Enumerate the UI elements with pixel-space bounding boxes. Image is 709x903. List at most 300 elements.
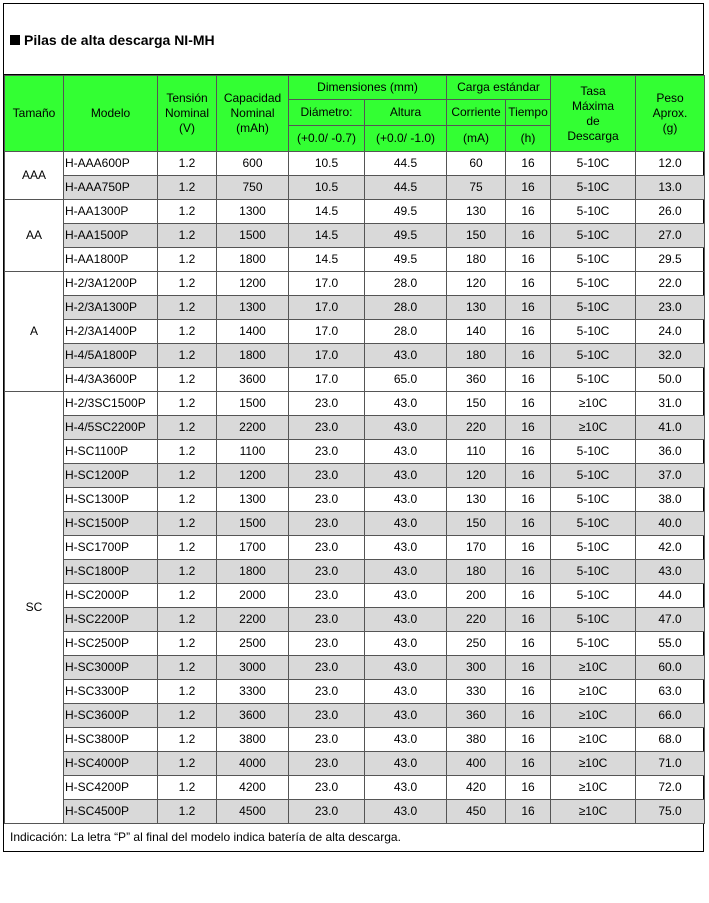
rate-cell: 5-10C (551, 368, 636, 392)
voltage-cell: 1.2 (158, 656, 217, 680)
weight-cell: 13.0 (636, 176, 705, 200)
header-time: Tiempo (506, 100, 551, 126)
voltage-cell: 1.2 (158, 632, 217, 656)
rate-cell: ≥10C (551, 680, 636, 704)
voltage-cell: 1.2 (158, 152, 217, 176)
diameter-cell: 17.0 (289, 320, 365, 344)
height-cell: 43.0 (365, 344, 447, 368)
current-cell: 150 (447, 392, 506, 416)
height-cell: 43.0 (365, 560, 447, 584)
capacity-cell: 1500 (217, 512, 289, 536)
diameter-cell: 23.0 (289, 656, 365, 680)
capacity-cell: 1500 (217, 392, 289, 416)
rate-cell: 5-10C (551, 584, 636, 608)
header-capacity: Capacidad Nominal (mAh) (217, 76, 289, 152)
height-cell: 49.5 (365, 248, 447, 272)
capacity-cell: 1300 (217, 296, 289, 320)
voltage-cell: 1.2 (158, 416, 217, 440)
table-row (5, 488, 705, 512)
weight-cell: 41.0 (636, 416, 705, 440)
current-cell: 60 (447, 152, 506, 176)
voltage-cell: 1.2 (158, 440, 217, 464)
rate-cell: ≥10C (551, 416, 636, 440)
voltage-cell: 1.2 (158, 512, 217, 536)
time-cell: 16 (506, 728, 551, 752)
height-cell: 43.0 (365, 752, 447, 776)
rate-cell: 5-10C (551, 464, 636, 488)
diameter-cell: 17.0 (289, 344, 365, 368)
weight-cell: 32.0 (636, 344, 705, 368)
rate-cell: ≥10C (551, 392, 636, 416)
model-cell: H-AAA600P (64, 152, 158, 176)
weight-cell: 50.0 (636, 368, 705, 392)
table-row (5, 632, 705, 656)
capacity-cell: 2200 (217, 416, 289, 440)
current-cell: 450 (447, 800, 506, 824)
table-body (5, 152, 705, 824)
height-cell: 28.0 (365, 296, 447, 320)
capacity-cell: 3300 (217, 680, 289, 704)
height-cell: 43.0 (365, 728, 447, 752)
rate-cell: 5-10C (551, 512, 636, 536)
diameter-cell: 17.0 (289, 296, 365, 320)
current-cell: 130 (447, 200, 506, 224)
model-cell: H-AA1300P (64, 200, 158, 224)
time-cell: 16 (506, 560, 551, 584)
rate-cell: 5-10C (551, 272, 636, 296)
model-cell: H-AA1800P (64, 248, 158, 272)
table-row (5, 464, 705, 488)
table-row (5, 536, 705, 560)
time-cell: 16 (506, 176, 551, 200)
voltage-cell: 1.2 (158, 800, 217, 824)
time-cell: 16 (506, 440, 551, 464)
diameter-cell: 23.0 (289, 536, 365, 560)
model-cell: H-SC2200P (64, 608, 158, 632)
diameter-cell: 17.0 (289, 368, 365, 392)
header-diameter-tolerance: (+0.0/ -0.7) (289, 126, 365, 152)
spec-table (4, 75, 705, 824)
weight-cell: 37.0 (636, 464, 705, 488)
height-cell: 43.0 (365, 800, 447, 824)
current-cell: 300 (447, 656, 506, 680)
weight-cell: 55.0 (636, 632, 705, 656)
height-cell: 49.5 (365, 224, 447, 248)
time-cell: 16 (506, 368, 551, 392)
table-header (5, 76, 705, 152)
header-model: Modelo (64, 76, 158, 152)
voltage-cell: 1.2 (158, 344, 217, 368)
diameter-cell: 23.0 (289, 728, 365, 752)
table-row (5, 512, 705, 536)
header-size: Tamaño (5, 76, 64, 152)
current-cell: 360 (447, 368, 506, 392)
diameter-cell: 10.5 (289, 176, 365, 200)
weight-cell: 12.0 (636, 152, 705, 176)
height-cell: 43.0 (365, 536, 447, 560)
time-cell: 16 (506, 320, 551, 344)
voltage-cell: 1.2 (158, 560, 217, 584)
current-cell: 200 (447, 584, 506, 608)
time-cell: 16 (506, 776, 551, 800)
capacity-cell: 3800 (217, 728, 289, 752)
model-cell: H-SC4200P (64, 776, 158, 800)
time-cell: 16 (506, 536, 551, 560)
capacity-cell: 1800 (217, 560, 289, 584)
rate-cell: 5-10C (551, 224, 636, 248)
weight-cell: 72.0 (636, 776, 705, 800)
voltage-cell: 1.2 (158, 368, 217, 392)
height-cell: 49.5 (365, 200, 447, 224)
rate-cell: ≥10C (551, 728, 636, 752)
capacity-cell: 2200 (217, 608, 289, 632)
current-cell: 220 (447, 416, 506, 440)
model-cell: H-SC4500P (64, 800, 158, 824)
capacity-cell: 3000 (217, 656, 289, 680)
current-cell: 120 (447, 272, 506, 296)
weight-cell: 24.0 (636, 320, 705, 344)
size-cell: AAA (5, 152, 64, 200)
diameter-cell: 23.0 (289, 800, 365, 824)
height-cell: 43.0 (365, 776, 447, 800)
time-cell: 16 (506, 656, 551, 680)
capacity-cell: 1500 (217, 224, 289, 248)
height-cell: 43.0 (365, 392, 447, 416)
rate-cell: 5-10C (551, 200, 636, 224)
capacity-cell: 1400 (217, 320, 289, 344)
height-cell: 43.0 (365, 608, 447, 632)
time-cell: 16 (506, 296, 551, 320)
diameter-cell: 10.5 (289, 152, 365, 176)
table-row (5, 800, 705, 824)
capacity-cell: 2000 (217, 584, 289, 608)
table-row (5, 368, 705, 392)
table-row (5, 152, 705, 176)
current-cell: 110 (447, 440, 506, 464)
model-cell: H-4/5SC2200P (64, 416, 158, 440)
voltage-cell: 1.2 (158, 536, 217, 560)
diameter-cell: 23.0 (289, 776, 365, 800)
current-cell: 220 (447, 608, 506, 632)
model-cell: H-SC1500P (64, 512, 158, 536)
weight-cell: 42.0 (636, 536, 705, 560)
rate-cell: 5-10C (551, 152, 636, 176)
header-height-tolerance: (+0.0/ -1.0) (365, 126, 447, 152)
weight-cell: 23.0 (636, 296, 705, 320)
model-cell: H-SC2500P (64, 632, 158, 656)
rate-cell: ≥10C (551, 704, 636, 728)
capacity-cell: 1100 (217, 440, 289, 464)
diameter-cell: 23.0 (289, 560, 365, 584)
model-cell: H-4/5A1800P (64, 344, 158, 368)
capacity-cell: 4200 (217, 776, 289, 800)
height-cell: 43.0 (365, 704, 447, 728)
model-cell: H-SC1800P (64, 560, 158, 584)
page-title-text: Pilas de alta descarga NI-MH (24, 32, 215, 48)
current-cell: 250 (447, 632, 506, 656)
size-cell: SC (5, 392, 64, 824)
weight-cell: 44.0 (636, 584, 705, 608)
capacity-cell: 1300 (217, 488, 289, 512)
time-cell: 16 (506, 752, 551, 776)
height-cell: 43.0 (365, 440, 447, 464)
current-cell: 420 (447, 776, 506, 800)
voltage-cell: 1.2 (158, 728, 217, 752)
weight-cell: 31.0 (636, 392, 705, 416)
title-bar (4, 4, 703, 75)
voltage-cell: 1.2 (158, 320, 217, 344)
voltage-cell: 1.2 (158, 680, 217, 704)
time-cell: 16 (506, 584, 551, 608)
capacity-cell: 3600 (217, 704, 289, 728)
diameter-cell: 14.5 (289, 224, 365, 248)
capacity-cell: 2500 (217, 632, 289, 656)
voltage-cell: 1.2 (158, 488, 217, 512)
voltage-cell: 1.2 (158, 200, 217, 224)
rate-cell: 5-10C (551, 632, 636, 656)
weight-cell: 66.0 (636, 704, 705, 728)
rate-cell: 5-10C (551, 608, 636, 632)
header-current-unit: (mA) (447, 126, 506, 152)
current-cell: 120 (447, 464, 506, 488)
model-cell: H-2/3SC1500P (64, 392, 158, 416)
rate-cell: ≥10C (551, 752, 636, 776)
voltage-cell: 1.2 (158, 392, 217, 416)
diameter-cell: 14.5 (289, 200, 365, 224)
header-charge: Carga estándar (447, 76, 551, 100)
current-cell: 150 (447, 512, 506, 536)
diameter-cell: 23.0 (289, 488, 365, 512)
header-height: Altura (365, 100, 447, 126)
time-cell: 16 (506, 608, 551, 632)
capacity-cell: 4000 (217, 752, 289, 776)
time-cell: 16 (506, 248, 551, 272)
model-cell: H-SC3800P (64, 728, 158, 752)
time-cell: 16 (506, 152, 551, 176)
current-cell: 400 (447, 752, 506, 776)
time-cell: 16 (506, 272, 551, 296)
weight-cell: 36.0 (636, 440, 705, 464)
table-row (5, 296, 705, 320)
diameter-cell: 23.0 (289, 440, 365, 464)
weight-cell: 71.0 (636, 752, 705, 776)
weight-cell: 26.0 (636, 200, 705, 224)
capacity-cell: 3600 (217, 368, 289, 392)
model-cell: H-2/3A1400P (64, 320, 158, 344)
time-cell: 16 (506, 392, 551, 416)
model-cell: H-SC1200P (64, 464, 158, 488)
table-row (5, 776, 705, 800)
capacity-cell: 750 (217, 176, 289, 200)
capacity-cell: 1300 (217, 200, 289, 224)
diameter-cell: 23.0 (289, 512, 365, 536)
model-cell: H-SC3600P (64, 704, 158, 728)
table-row (5, 440, 705, 464)
current-cell: 130 (447, 296, 506, 320)
diameter-cell: 17.0 (289, 272, 365, 296)
weight-cell: 27.0 (636, 224, 705, 248)
height-cell: 43.0 (365, 512, 447, 536)
time-cell: 16 (506, 200, 551, 224)
rate-cell: ≥10C (551, 776, 636, 800)
size-cell: A (5, 272, 64, 392)
current-cell: 140 (447, 320, 506, 344)
current-cell: 170 (447, 536, 506, 560)
current-cell: 180 (447, 344, 506, 368)
weight-cell: 75.0 (636, 800, 705, 824)
height-cell: 43.0 (365, 632, 447, 656)
header-weight: Peso Aprox. (g) (636, 76, 705, 152)
current-cell: 180 (447, 560, 506, 584)
weight-cell: 40.0 (636, 512, 705, 536)
rate-cell: ≥10C (551, 800, 636, 824)
weight-cell: 22.0 (636, 272, 705, 296)
current-cell: 180 (447, 248, 506, 272)
diameter-cell: 23.0 (289, 416, 365, 440)
square-bullet-icon (10, 35, 20, 45)
voltage-cell: 1.2 (158, 176, 217, 200)
rate-cell: 5-10C (551, 296, 636, 320)
voltage-cell: 1.2 (158, 464, 217, 488)
weight-cell: 68.0 (636, 728, 705, 752)
model-cell: H-AAA750P (64, 176, 158, 200)
table-row (5, 200, 705, 224)
model-cell: H-2/3A1300P (64, 296, 158, 320)
table-row (5, 344, 705, 368)
height-cell: 43.0 (365, 416, 447, 440)
table-row (5, 608, 705, 632)
time-cell: 16 (506, 800, 551, 824)
capacity-cell: 1200 (217, 464, 289, 488)
time-cell: 16 (506, 512, 551, 536)
rate-cell: ≥10C (551, 656, 636, 680)
diameter-cell: 23.0 (289, 632, 365, 656)
voltage-cell: 1.2 (158, 584, 217, 608)
spec-sheet (3, 3, 704, 852)
model-cell: H-2/3A1200P (64, 272, 158, 296)
rate-cell: 5-10C (551, 344, 636, 368)
footnote: Indicación: La letra “P” al final del modelo indica batería de alta descarga. (10, 830, 401, 844)
table-row (5, 704, 705, 728)
rate-cell: 5-10C (551, 248, 636, 272)
weight-cell: 47.0 (636, 608, 705, 632)
height-cell: 44.5 (365, 176, 447, 200)
height-cell: 43.0 (365, 464, 447, 488)
rate-cell: 5-10C (551, 488, 636, 512)
diameter-cell: 23.0 (289, 584, 365, 608)
table-row (5, 248, 705, 272)
capacity-cell: 1200 (217, 272, 289, 296)
header-current: Corriente (447, 100, 506, 126)
diameter-cell: 23.0 (289, 464, 365, 488)
size-cell: AA (5, 200, 64, 272)
weight-cell: 29.5 (636, 248, 705, 272)
current-cell: 380 (447, 728, 506, 752)
height-cell: 43.0 (365, 656, 447, 680)
diameter-cell: 14.5 (289, 248, 365, 272)
current-cell: 75 (447, 176, 506, 200)
header-time-unit: (h) (506, 126, 551, 152)
rate-cell: 5-10C (551, 176, 636, 200)
model-cell: H-SC3300P (64, 680, 158, 704)
weight-cell: 38.0 (636, 488, 705, 512)
time-cell: 16 (506, 344, 551, 368)
current-cell: 360 (447, 704, 506, 728)
rate-cell: 5-10C (551, 560, 636, 584)
model-cell: H-SC4000P (64, 752, 158, 776)
voltage-cell: 1.2 (158, 776, 217, 800)
height-cell: 28.0 (365, 272, 447, 296)
page-title (10, 32, 215, 48)
voltage-cell: 1.2 (158, 272, 217, 296)
model-cell: H-SC3000P (64, 656, 158, 680)
time-cell: 16 (506, 704, 551, 728)
voltage-cell: 1.2 (158, 704, 217, 728)
diameter-cell: 23.0 (289, 392, 365, 416)
current-cell: 130 (447, 488, 506, 512)
height-cell: 44.5 (365, 152, 447, 176)
capacity-cell: 1800 (217, 248, 289, 272)
voltage-cell: 1.2 (158, 608, 217, 632)
height-cell: 43.0 (365, 680, 447, 704)
diameter-cell: 23.0 (289, 704, 365, 728)
capacity-cell: 600 (217, 152, 289, 176)
model-cell: H-AA1500P (64, 224, 158, 248)
table-row (5, 392, 705, 416)
voltage-cell: 1.2 (158, 248, 217, 272)
table-row (5, 416, 705, 440)
table-row (5, 272, 705, 296)
table-row (5, 584, 705, 608)
current-cell: 330 (447, 680, 506, 704)
table-row (5, 728, 705, 752)
table-row (5, 680, 705, 704)
weight-cell: 60.0 (636, 656, 705, 680)
rate-cell: 5-10C (551, 440, 636, 464)
model-cell: H-SC1100P (64, 440, 158, 464)
header-dimensions: Dimensiones (mm) (289, 76, 447, 100)
capacity-cell: 1700 (217, 536, 289, 560)
voltage-cell: 1.2 (158, 752, 217, 776)
capacity-cell: 1800 (217, 344, 289, 368)
model-cell: H-4/3A3600P (64, 368, 158, 392)
capacity-cell: 4500 (217, 800, 289, 824)
weight-cell: 63.0 (636, 680, 705, 704)
height-cell: 65.0 (365, 368, 447, 392)
model-cell: H-SC1300P (64, 488, 158, 512)
rate-cell: 5-10C (551, 320, 636, 344)
diameter-cell: 23.0 (289, 752, 365, 776)
diameter-cell: 23.0 (289, 608, 365, 632)
header-diameter: Diámetro: (289, 100, 365, 126)
table-row (5, 224, 705, 248)
voltage-cell: 1.2 (158, 296, 217, 320)
current-cell: 150 (447, 224, 506, 248)
time-cell: 16 (506, 224, 551, 248)
time-cell: 16 (506, 416, 551, 440)
table-row (5, 560, 705, 584)
rate-cell: 5-10C (551, 536, 636, 560)
table-row (5, 176, 705, 200)
weight-cell: 43.0 (636, 560, 705, 584)
model-cell: H-SC2000P (64, 584, 158, 608)
height-cell: 43.0 (365, 584, 447, 608)
time-cell: 16 (506, 488, 551, 512)
time-cell: 16 (506, 464, 551, 488)
header-rate: Tasa Máxima de Descarga (551, 76, 636, 152)
table-row (5, 656, 705, 680)
model-cell: H-SC1700P (64, 536, 158, 560)
